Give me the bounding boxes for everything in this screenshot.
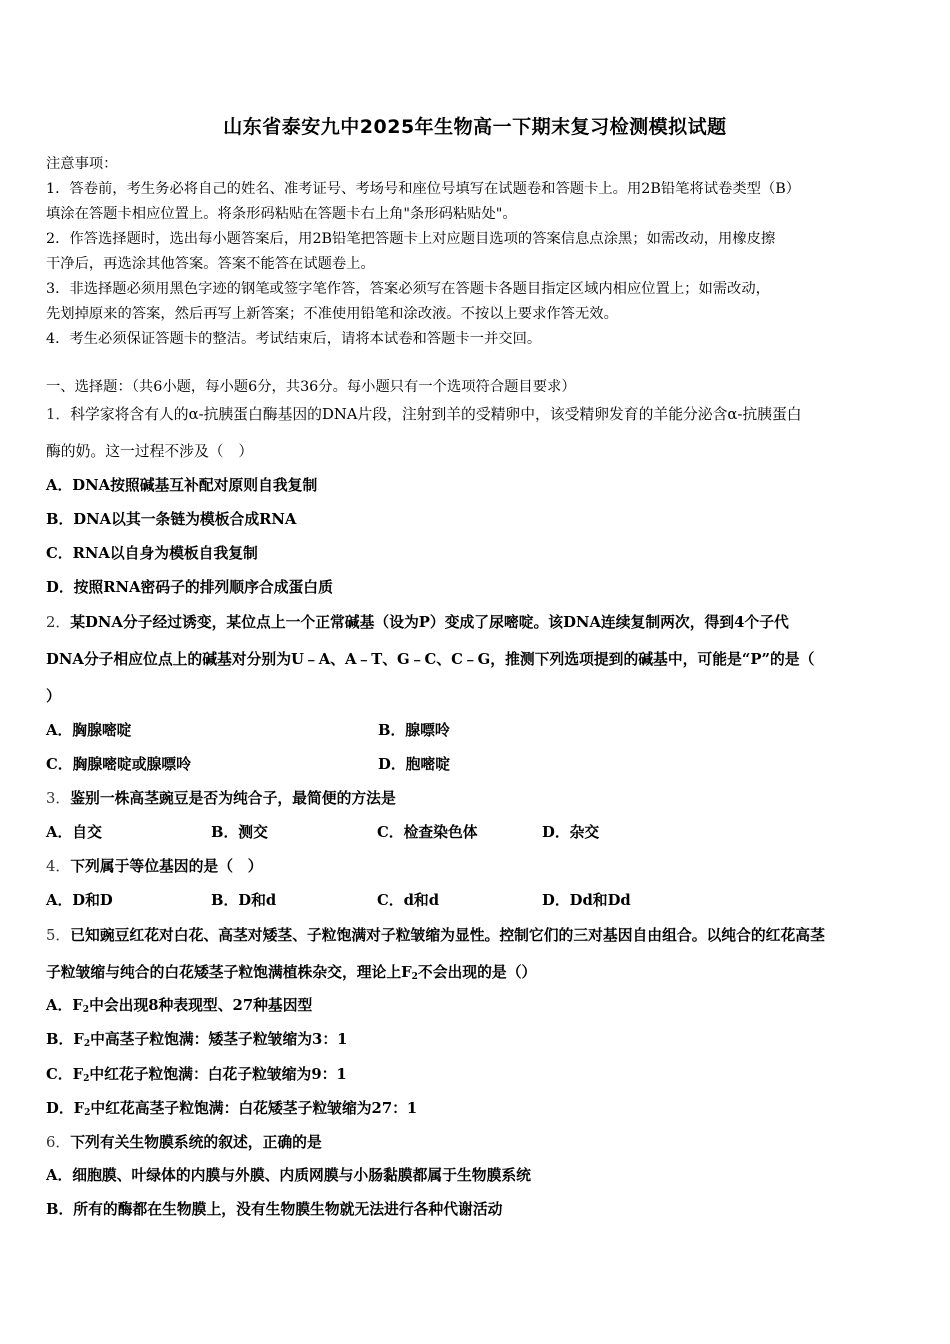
question-3 (46, 787, 396, 808)
question-number: 4． (46, 858, 71, 875)
option-a: A．胸腺嘧啶 (46, 722, 132, 739)
question-2 (46, 611, 789, 632)
question-text (46, 961, 536, 982)
option-c: C．胸腺嘧啶或腺嘌呤 (46, 756, 191, 773)
option-c (46, 1063, 347, 1084)
option-a: A．自交 (46, 824, 102, 841)
subscript: 2 (83, 1074, 90, 1084)
option-b: B．D和d (211, 892, 277, 909)
option-a: A．DNA按照碱基互补配对原则自我复制 (46, 477, 318, 494)
option-d: D．杂交 (542, 824, 600, 841)
text-part: A．F (46, 997, 83, 1014)
option-a: A．细胞膜、叶绿体的内膜与外膜、内质网膜与小肠黏膜都属于生物膜系统 (46, 1167, 531, 1184)
section-heading: 一、选择题：（共6小题，每小题6分，共36分。每小题只有一个选项符合题目要求） (46, 379, 576, 395)
text-part: C．F (46, 1066, 84, 1083)
question-1 (46, 403, 802, 424)
notice-line: 填涂在答题卡相应位置上。将条形码粘贴在答题卡右上角"条形码粘贴处"。 (46, 206, 517, 222)
notice-line: 4．考生必须保证答题卡的整洁。考试结束后，请将本试卷和答题卡一并交回。 (46, 331, 542, 347)
option-a: A．D和D (46, 892, 113, 909)
question-text: 科学家将含有人的α-抗胰蛋白酶基因的DNA片段，注射到羊的受精卵中，该受精卵发育的羊能分泌含α-抗胰蛋白 (70, 406, 802, 423)
question-5 (46, 924, 825, 945)
question-text: 某DNA分子经过诱变，某位点上一个正常碱基（设为P）变成了尿嘧啶。该DNA连续复制两次，得到4个子代 (70, 614, 789, 631)
option-d: D．胞嘧啶 (378, 756, 451, 773)
option-b (46, 1028, 347, 1049)
subscript: 2 (411, 972, 418, 982)
option-a (46, 994, 312, 1015)
option-d: D．按照RNA密码子的排列顺序合成蛋白质 (46, 579, 333, 596)
question-text: 下列有关生物膜系统的叙述，正确的是 (70, 1134, 322, 1151)
question-text: 鉴别一株高茎豌豆是否为纯合子，最简便的方法是 (70, 790, 396, 807)
question-6 (46, 1131, 322, 1152)
text-part: 不会出现的是（） (417, 964, 537, 981)
question-number: 5． (46, 927, 71, 944)
text-part: 中红花高茎子粒饱满：白花矮茎子粒皱缩为27：1 (90, 1100, 418, 1117)
text-part: D．F (46, 1100, 85, 1117)
notice-line: 干净后，再选涂其他答案。答案不能答在试题卷上。 (46, 256, 375, 272)
option-d (46, 1097, 417, 1118)
notice-line: 1．答卷前，考生务必将自己的姓名、准考证号、考场号和座位号填写在试题卷和答题卡上。用2B铅笔将试卷类型（B） (46, 181, 801, 197)
text-part: 中高茎子粒饱满：矮茎子粒皱缩为3：1 (90, 1031, 348, 1048)
text-part: 中红花子粒饱满：白花子粒皱缩为9：1 (89, 1066, 347, 1083)
question-number: 1． (46, 406, 71, 423)
subscript: 2 (82, 1005, 90, 1015)
question-text: ） (46, 688, 61, 705)
question-text: 酶的奶。这一过程不涉及（ ） (46, 443, 254, 460)
option-c: C．RNA以自身为模板自我复制 (46, 545, 258, 562)
subscript: 2 (83, 1039, 91, 1049)
option-b: B．所有的酶都在生物膜上，没有生物膜生物就无法进行各种代谢活动 (46, 1201, 503, 1218)
text-part: B．F (46, 1031, 84, 1048)
question-number: 6． (46, 1134, 71, 1151)
question-4 (46, 855, 263, 876)
option-b: B．腺嘌呤 (378, 722, 450, 739)
question-text: 下列属于等位基因的是（ ） (70, 858, 263, 875)
subscript: 2 (84, 1108, 91, 1118)
option-c: C．d和d (377, 892, 440, 909)
question-text: 已知豌豆红花对白花、高茎对矮茎、子粒饱满对子粒皱缩为显性。控制它们的三对基因自由组合。以纯合的红花高茎 (70, 927, 825, 944)
text-part: 中会出现8种表现型、27种基因型 (89, 997, 313, 1014)
question-number: 2． (46, 614, 71, 631)
option-d: D．Dd和Dd (542, 892, 631, 909)
option-c: C．检查染色体 (377, 824, 478, 841)
notice-line: 2．作答选择题时，选出每小题答案后，用2B铅笔把答题卡上对应题目选项的答案信息点涂黑；如需改动，用橡皮擦 (46, 231, 776, 247)
notice-line: 先划掉原来的答案，然后再写上新答案；不准使用铅笔和涂改液。不按以上要求作答无效。 (46, 306, 618, 322)
notice-heading: 注意事项： (46, 156, 118, 172)
option-b: B．测交 (211, 824, 268, 841)
question-number: 3． (46, 790, 71, 807)
text-part: 子粒皱缩与纯合的白花矮茎子粒饱满植株杂交，理论上F (46, 964, 412, 981)
option-b: B．DNA以其一条链为模板合成RNA (46, 511, 297, 528)
notice-line: 3．非选择题必须用黑色字迹的钢笔或签字笔作答，答案必须写在答题卡各题目指定区域内相应位置上；如需改动， (46, 281, 770, 297)
page-title: 山东省泰安九中2025年生物高一下期末复习检测模拟试题 (223, 116, 727, 138)
question-text: DNA分子相应位点上的碱基对分别为U﹣A、A﹣T、G﹣C、C﹣G，推测下列选项提到的碱基中，可能是“P”的是（ (46, 651, 815, 668)
